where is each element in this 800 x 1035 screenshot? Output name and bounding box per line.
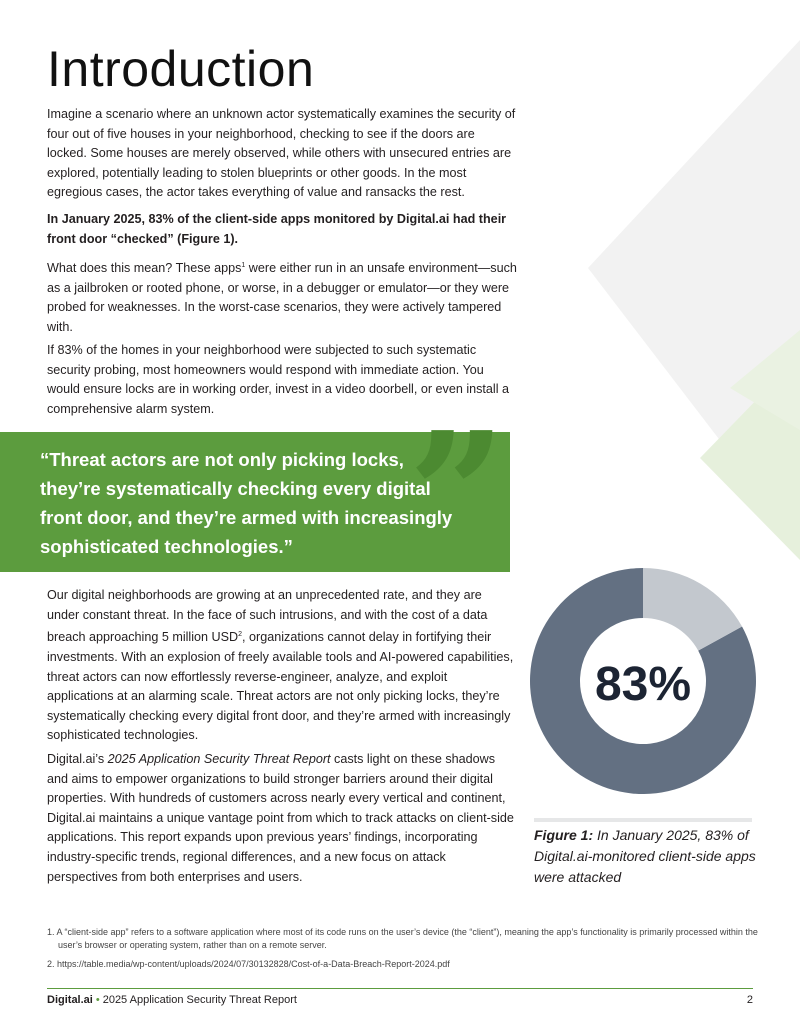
footnote-ref-2: 2 — [238, 631, 243, 639]
meaning-text-start: What does this mean? These apps — [47, 261, 242, 276]
overview-text-end: casts light on these shadows and aims to empower organizations to build stronger barriers around their digital properties. With hundreds of customers across nearly every vertical and continent, Digital.ai maintains a unique vantage point from which to track attacks on client-side applications. This report expands upon previous years’ findings, incorporating industry-specific trends, regional differences, and a new focus on attack perspectives from both enterprises and users. — [47, 752, 514, 884]
key-finding-paragraph: In January 2025, 83% of the client-side apps monitored by Digital.ai had their front door “checked” (Figure 1). — [47, 212, 507, 246]
pull-quote: “Threat actors are not only picking locks, they’re systematically checking every digital front door, and they’re armed with increasingly sophisticated technologies.” — [40, 449, 453, 557]
page-number: 2 — [746, 994, 753, 1006]
footnote-ref-1: 1 — [241, 262, 246, 269]
page-footer — [47, 994, 753, 1006]
meaning-text-end: were either run in an unsafe environment—such as a jailbroken or rooted phone, or worse, in a debugger or emulator—or they were probed for weaknesses. In the worst-case scenarios, they were actively tampered with. — [47, 261, 517, 334]
footnotes — [47, 926, 759, 977]
figure-label: Figure 1: — [534, 827, 594, 843]
figure-caption — [534, 825, 764, 888]
footer-brand: Digital.ai — [47, 994, 93, 1006]
report-overview-paragraph — [47, 750, 517, 887]
page-title: Introduction — [47, 41, 315, 97]
footnote-2[interactable]: 2. https://table.media/wp-content/uploads/2024/07/30132828/Cost-of-a-Data-Breach-Report-2024.pdf — [47, 959, 450, 969]
footer-rule — [47, 988, 753, 989]
intro-paragraph: Imagine a scenario where an unknown actor systematically examines the security of four out of five houses in your neighborhood, checking to see if the doors are locked. Some houses are merely observed, while others with unsecured entries are explored, potentially leading to stolen blueprints or other goods. In the most egregious cases, the actor takes everything of value and ransacks the rest. — [47, 107, 516, 200]
figure-caption-text: In January 2025, 83% of Digital.ai-monitored client-side apps were attacked — [534, 827, 756, 885]
digital-neighborhoods-paragraph — [47, 586, 517, 746]
report-title-italic: 2025 Application Security Threat Report — [107, 752, 331, 766]
footer-separator: • — [95, 994, 100, 1006]
neighborhoods-text-end: , organizations cannot delay in fortifying their investments. With an explosion of freely available tools and AI-powered capabilities, threat actors can now effortlessly reverse-engineer, analyze, and exploit applications at an alarming scale. Threat actors are not only picking locks, they’re systematically checking every digital front door, and they’re armed with increasingly sophisticated technologies. — [47, 630, 514, 743]
footer-report-title: 2025 Application Security Threat Report — [102, 994, 297, 1006]
meaning-paragraph — [47, 256, 517, 338]
donut-center-label: 83% — [594, 658, 692, 711]
homeowner-paragraph: If 83% of the homes in your neighborhood were subjected to such systematic security probing, most homeowners would respond with immediate action. You would ensure locks are in working order, invest in a video doorbell, or even install a comprehensive alarm system. — [47, 343, 510, 416]
quote-mark-icon: ” — [408, 395, 506, 595]
donut-chart — [528, 566, 758, 796]
footnote-1: 1. A “client-side app” refers to a software application where most of its code runs on the user’s device (the “client”), meaning the app’s functionality is primarily processed within the user’s browser or operating system, rather than on a remote server. — [47, 927, 758, 950]
overview-text-start: Digital.ai’s — [47, 752, 108, 766]
neighborhoods-text-start: Our digital neighborhoods are growing at an unprecedented rate, and they are under constant threat. In the face of such intrusions, and with the cost of a data breach approaching 5 million USD — [47, 588, 488, 645]
figure-caption-rule — [534, 818, 752, 822]
